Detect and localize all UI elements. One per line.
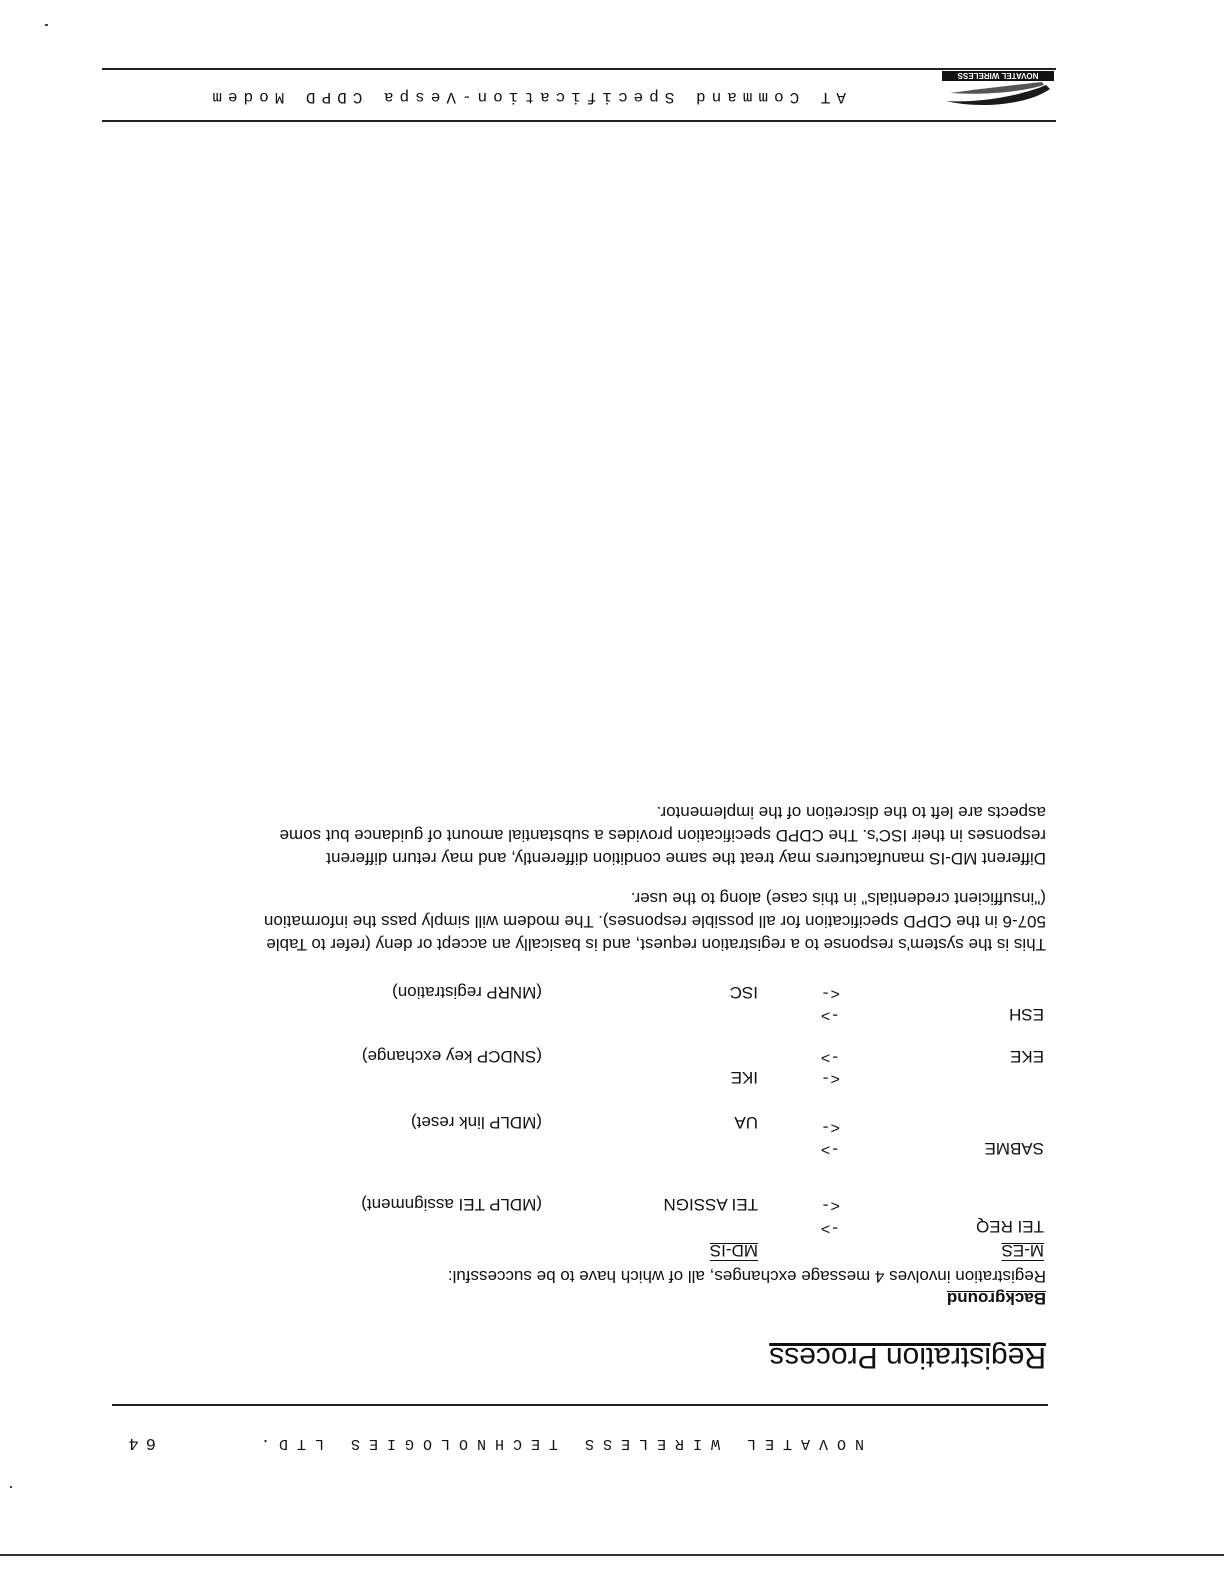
section-title: Registration Process [769, 1341, 1046, 1374]
exchange-left: TEI REQ [975, 1217, 1044, 1236]
intro-text: Registration involves 4 message exchanges, all of which have to be successful: [447, 1267, 1046, 1286]
exchange-right: IKE [730, 1068, 758, 1087]
exchange-right: TEI ASSIGN [663, 1195, 758, 1214]
scan-edge-line [0, 1554, 1224, 1556]
scan-speck [45, 24, 48, 26]
exchange-right: UA [734, 1113, 758, 1132]
exchange-left: ESH [1009, 1005, 1044, 1024]
exchange-desc: (MDLP link reset) [411, 1113, 542, 1132]
arrow-right: -> [820, 1048, 840, 1066]
background-heading: Background [946, 1289, 1046, 1308]
logo-text: NOVATEL WIRELESS [957, 71, 1039, 80]
arrow-left: <- [820, 1118, 840, 1136]
exchange-desc: (MDLP TEI assignment) [361, 1195, 542, 1214]
exchange-left: EKE [1009, 1047, 1044, 1066]
exchange-right: ISC [729, 983, 758, 1002]
header-rule [102, 120, 1056, 122]
exchange-left: SABME [984, 1139, 1044, 1158]
column-header-mdis: MD-IS [709, 1241, 758, 1260]
paragraph-system-response [136, 887, 1046, 956]
paragraph-line: aspects are left to the discretion of the implementor. [656, 803, 1046, 822]
exchange-desc: (SNDCP key exchange) [361, 1047, 542, 1066]
exchange-desc: (MNRP registration) [392, 983, 542, 1002]
paragraph-line: 507-6 in the CDPD specification for all possible responses). The modem will simply pass the information [263, 912, 1046, 931]
footer-rule [112, 1404, 1048, 1406]
paragraph-line: ("insufficient credentials" in this case) along to the user. [630, 889, 1046, 908]
scan-speck [10, 1486, 12, 1488]
arrow-right: -> [820, 1140, 840, 1158]
paragraph-line: This is the system's response to a registration request, and is basically an accept or deny (refer to Table [266, 935, 1046, 954]
arrow-left: <- [820, 1069, 840, 1087]
paragraph-line: responses in their ISC's. The CDPD specification provides a substantial amount of guidance but some [279, 826, 1046, 845]
footer-company: NOVATEL WIRELESS TECHNOLOGIES LTD. [251, 1435, 864, 1452]
arrow-right: -> [820, 1006, 840, 1024]
paragraph-manufacturers [136, 801, 1046, 870]
header-rule [102, 68, 1056, 70]
page-number: 64 [121, 1433, 156, 1452]
column-header-mes: M-ES [1001, 1241, 1044, 1260]
arrow-left: <- [820, 1196, 840, 1214]
arrow-right: -> [820, 1219, 840, 1237]
logo-swoosh-icon [938, 69, 1058, 115]
company-logo [938, 69, 1058, 115]
paragraph-line: Different MD-IS manufacturers may treat the same condition differently, and may return different [326, 849, 1046, 868]
arrow-left: <- [820, 984, 840, 1002]
header-title: AT Command Specification-Vespa CDPD Modem [206, 88, 846, 106]
